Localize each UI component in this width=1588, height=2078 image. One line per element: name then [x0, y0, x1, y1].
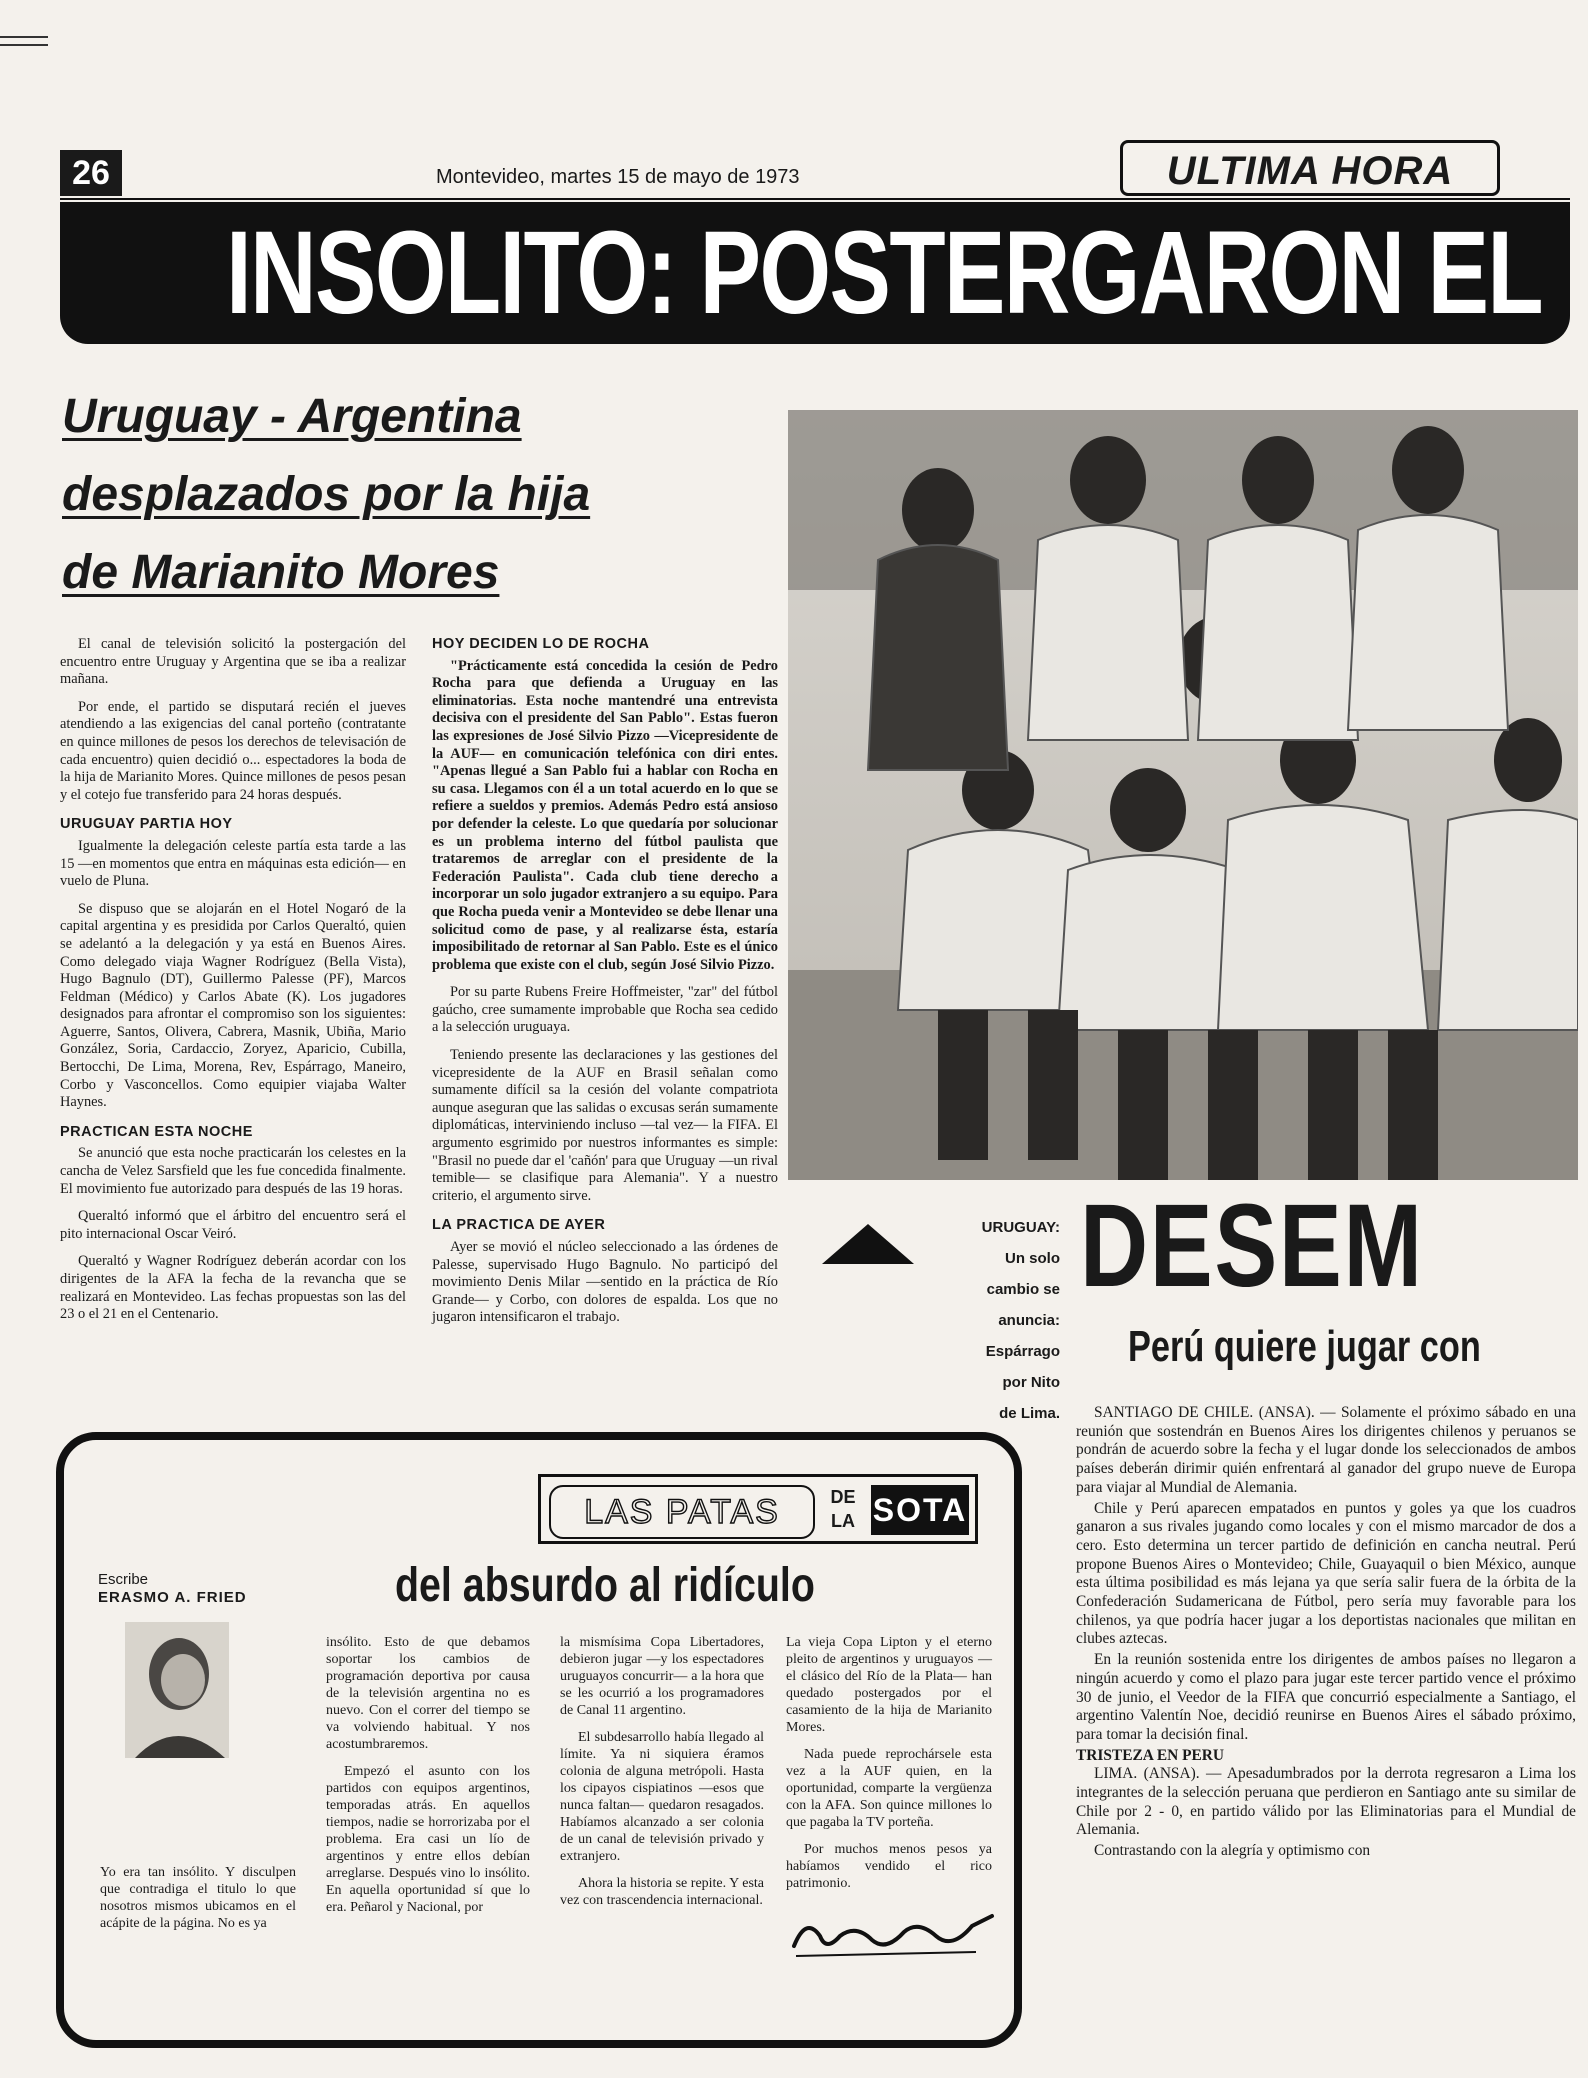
headline-banner: [60, 202, 1570, 344]
column-series-logo: [538, 1474, 978, 1544]
author-signature: [786, 1906, 1002, 1966]
caption-line: URUGUAY:: [981, 1219, 1060, 1236]
article-column-2: [432, 636, 778, 1337]
section-heading: LA PRACTICA DE AYER: [432, 1217, 606, 1234]
masthead-rule: [60, 198, 1570, 200]
caption-line: por Nito: [1002, 1374, 1060, 1391]
series-la: LA: [831, 1511, 855, 1531]
dateline: Montevideo, martes 15 de mayo de 1973: [436, 166, 800, 188]
section-heading: URUGUAY PARTIA HOY: [60, 816, 233, 833]
subheadline-line-3: de Marianito Mores: [62, 546, 500, 599]
paragraph: La vieja Copa Lipton y el eterno pleito de argentinos y uruguayos —el clásico del Río de la Plata— han quedado postergados por el casamiento de la hija de Marianito Mores.: [786, 1635, 992, 1735]
series-outline-text: LAS PATAS: [549, 1485, 815, 1539]
series-de-la: [819, 1485, 867, 1535]
subheadline: [62, 378, 762, 612]
column-text-2: [326, 1634, 530, 1926]
column-text-3: [560, 1634, 764, 1919]
paragraph: insólito. Esto de que debamos soportar los cambios de programación deportiva por causa de la televisión argentina no es nuevo. Con el correr del tiempo se va volviendo habitual. Y nos acostumbraremos.: [326, 1635, 530, 1752]
paragraph: Contrastando con la alegría y optimismo con: [1094, 1842, 1371, 1860]
paragraph: Queraltó y Wagner Rodríguez deberán acordar con los dirigentes de la AFA la fecha de la revancha que se realizará en Montevideo. Las fechas propuestas son las del 23 o el 21 en el Centenario.: [60, 1253, 406, 1323]
corner-mark: [0, 36, 48, 46]
paragraph: SANTIAGO DE CHILE. (ANSA). — Solamente el próximo sábado en una reunión que sostendrán en Buenos Aires los dirigentes chilenos y peruanos se pondrán de acuerdo sobre la fecha y el lugar donde los seleccionados de ambos países deberán dirimir quién enfrentará al ganador del grupo nueve de Europa para viajar al Mundial de Alemania.: [1076, 1404, 1576, 1496]
paragraph: El subdesarrollo había llegado al límite. Ya ni siquiera éramos colonia de alguna metrópoli. Hasta los cipayos cispiatinos —esos que nunca faltan— quedaron resagados. Habíamos alcanzado a ser colonia de un canal de televisión privado y extranjero.: [560, 1730, 764, 1864]
caption-line: Un solo: [1005, 1250, 1060, 1267]
article-column-1: [60, 636, 406, 1334]
paragraph: El canal de televisión solicitó la postergación del encuentro entre Uruguay y Argentina que se iba a realizar mañana.: [60, 636, 406, 688]
paragraph: Chile y Perú aparecen empatados en puntos y goles ya que los cuadros ganaron a sus rivales jugando como locales y con el mismo marcador de dos a cero. Esto determina un tercer partido de definición en cancha neutral. Perú propone Buenos Aires o Montevideo; Chile, Guayaquil o bien México, aunque esta última posibilidad es más lejana ya que sería salir fuera de la órbita de la Confederación Sudamericana de Fútbol, pero sería muy favorable para los chilenos, ya que podría hacer jugar a los deportistas nacionales que militan en clubes aztecas.: [1076, 1499, 1576, 1648]
subheadline-line-1: Uruguay - Argentina: [62, 390, 522, 443]
paragraph: Empezó el asunto con los partidos con equipos argentinos, temporadas atrás. En aquellos tiempos, nadie se horrorizaba por el problema. Era casi un lío de argentinos y entre ellos debían arreglarse. Después vino lo insólito. En aquella oportunidad sí que lo era. Peñarol y Nacional, por: [326, 1764, 530, 1915]
column-text-4: [786, 1634, 992, 1902]
byline-label: Escribe: [98, 1571, 149, 1588]
caption-line: Espárrago: [985, 1343, 1060, 1360]
byline-name: ERASMO A. FRIED: [98, 1589, 247, 1606]
main-headline: INSOLITO: POSTERGARON EL: [226, 207, 1543, 339]
paragraph: Queraltó informó que el árbitro del encuentro será el pito internacional Oscar Veiró.: [60, 1208, 406, 1242]
paragraph: Nada puede reprochársele esta vez a la AUF quien, en la oportunidad, comparte la vergüenza con la AFA. Son quince millones lo que pagaba la TV porteña.: [786, 1747, 992, 1830]
column-title: del absurdo al ridículo: [395, 1559, 815, 1612]
paragraph: Por su parte Rubens Freire Hoffmeister, "zar" del fútbol gaúcho, cree sumamente improbable que Rocha sea cedido a la selección uruguaya.: [432, 984, 778, 1036]
author-portrait: [125, 1622, 229, 1758]
series-word: SOTA: [871, 1485, 969, 1535]
peru-subheadline: Perú quiere jugar con: [1128, 1322, 1481, 1371]
section-heading: HOY DECIDEN LO DE ROCHA: [432, 636, 650, 652]
section-heading: PRACTICAN ESTA NOCHE: [60, 1123, 253, 1140]
paragraph: Por muchos menos pesos ya habíamos vendido el rico patrimonio.: [786, 1842, 992, 1891]
pointer-triangle-icon: [822, 1224, 914, 1264]
byline: [98, 1571, 247, 1607]
paragraph: Teniendo presente las declaraciones y las gestiones del vicepresidente de la AUF en Brasil señalan como sumamente difícil sa la cesión del volante compatriota aunque aseguran que las salidas o excusas serán sumamente diplomáticas, interviniendo incluso —tal vez— la FIFA. El argumento esgrimido por nuestros informantes es simple: "Brasil no puede dar el 'cañón' para que Uruguay —un rival temible— se clasifique para Alemania". Y a nuestro criterio, el argumento sirve.: [432, 1047, 778, 1204]
caption-line: de Lima.: [999, 1405, 1060, 1422]
page-number: 26: [60, 150, 122, 196]
newspaper-logo: ULTIMA HORA: [1120, 140, 1500, 196]
paragraph: la mismísima Copa Libertadores, debieron jugar —y los espectadores uruguayos concurrir— a la hora que se les ocurrió a los programadores de Canal 11 argentino.: [560, 1635, 764, 1718]
subheadline-line-2: desplazados por la hija: [62, 468, 591, 521]
paragraph: Se dispuso que se alojarán en el Hotel Nogaró de la capital argentina y es presidida por Carlos Queraltó, quien se adelantó a la delegación y ya está en Buenos Aires. Como delegado viaja Wagner Rodríguez (Bella Vista), Hugo Bagnulo (DT), Guillermo Palesse (PF), Marcos Feldman (Médico) y Carlos Abate (K). Los jugadores designados para afrontar el compromiso son los siguientes: Aguerre, Santos, Olivera, Cabrera, Masnik, Ubiña, Mario González, Soria, Cardaccio, Zoryez, Aparicio, Cubilla, Bertocchi, De Lima, Morena, Rev, Espárrago, Maneiro, Corbo y Vasconcellos. Como equipier viajaba Walter Haynes.: [60, 900, 406, 1111]
team-photo: [788, 410, 1578, 1180]
paragraph: [432, 658, 778, 975]
caption-line: cambio se: [986, 1281, 1060, 1298]
paragraph: LIMA. (ANSA). — Apesadumbrados por la derrota regresaron a Lima los integrantes de la selección peruana que perdieron en Santiago ante su similar de Chile por 2 - 0, en partido válido por las Eliminatorias para el Mundial de Alemania.: [1076, 1765, 1576, 1839]
quote-text: "Prácticamente está concedida la cesión de Pedro Rocha para que defienda a Uruguay en las eliminatorias. Esta noche mantendré una entrevista decisiva con el presidente del San Pablo". Estas fueron las expresiones de José Silvio Pizzo —Vicepresidente de la AUF— en comunicación telefónica con diri entes. "Apenas llegué a San Pablo fui a hablar con Rocha en su casa. Llegamos con él a un total acuerdo en lo que se refiere a sueldos y premios. Además Pedro está ansioso por defender la celeste. Lo que quedaría por solucionar es un problema interno del fútbol paulista que trataremos de arreglar con el presidente de la Federación Paulista". Cada club tiene derecho a incorporar un solo jugador extranjero a su equipo. Para que Rocha pueda venir a Montevideo se debe llenar una solicitud como de pase, y al realizarse ésta, estaría imposibilitado de retornar al San Pablo. Este es el único problema que existe con el club, según José Silvio Pizzo.: [432, 657, 778, 973]
peru-headline: DESEM: [1080, 1180, 1424, 1312]
section-heading: TRISTEZA EN PERU: [1076, 1746, 1224, 1764]
paragraph: Por ende, el partido se disputará recién el jueves atendiendo a las exigencias del canal porteño (contratante en quince millones de pesos los derechos de televisación de cada encuentro) quien decidió o... espectadores la boda de la hija de Marianito Mores. Quince millones de pesos pesan y el cotejo fue transferido para 24 horas después.: [60, 698, 406, 803]
peru-article: [1076, 1404, 1576, 1871]
paragraph: Igualmente la delegación celeste partía esta tarde a las 15 —en momentos que entra en máquinas esta edición— en vuelo de Pluna.: [60, 837, 406, 890]
paragraph: Se anunció que esta noche practicarán los celestes en la cancha de Velez Sarsfield que les fue concedida finalmente. El movimiento fue autorizado para después de las 19 horas.: [60, 1145, 406, 1197]
series-de: DE: [830, 1487, 856, 1507]
paragraph: En la reunión sostenida entre los dirigentes de ambos países no llegaron a ningún acuerdo y como el plazo para jugar este tercer partido vence el próximo 30 de junio, el Veedor de la FIFA que concurrió especialmente a Santiago, el argentino Valentín Noe, decidió reunirse en Buenos Aires el sábado próximo, para tomar la decisión final.: [1076, 1651, 1576, 1743]
paragraph: Ahora la historia se repite. Y esta vez con trascendencia internacional.: [560, 1876, 764, 1908]
column-text-1: [100, 1864, 296, 1942]
paragraph: Yo era tan insólito. Y disculpen que contradiga el titulo lo que nosotros mismos ubicamos en el acápite de la página. No es ya: [100, 1865, 296, 1931]
photo-caption: [922, 1212, 1060, 1429]
caption-line: anuncia:: [998, 1312, 1060, 1329]
paragraph: Ayer se movió el núcleo seleccionado a las órdenes de Palesse, supervisado Hugo Bagnulo. No participó del movimiento Denis Milar —sentido en la práctica de Río Grande— y Corbo, con dolores de espalda. Los que no jugaron intensificaron el trabajo.: [432, 1239, 778, 1326]
